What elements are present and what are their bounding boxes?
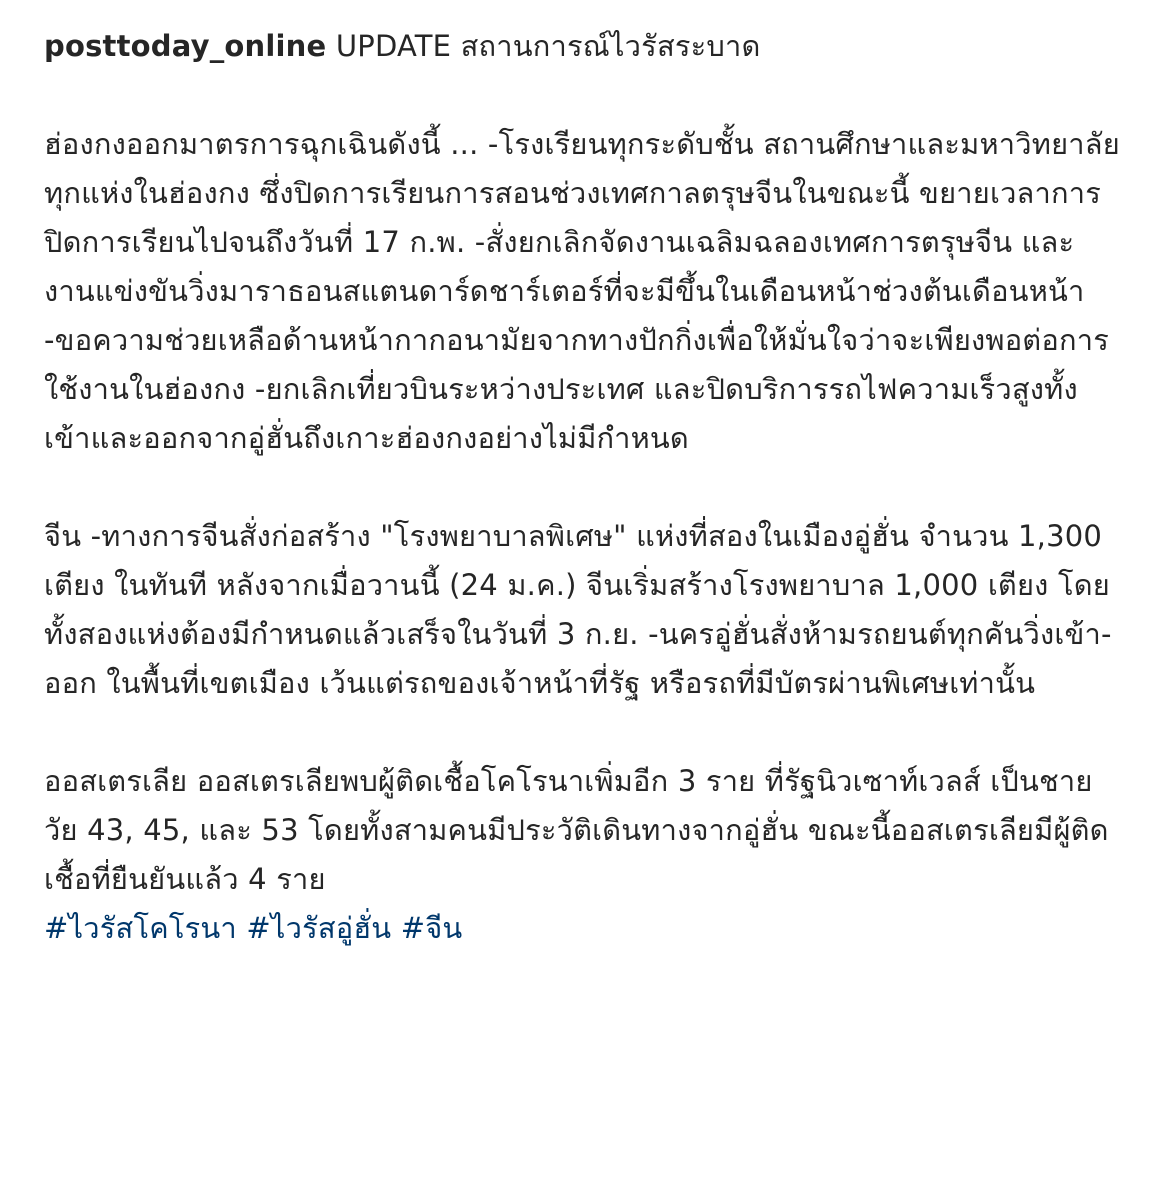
hashtag-link-wuhan-virus[interactable]: #ไวรัสอู่ฮั่น	[246, 911, 392, 945]
paragraph-hongkong: ฮ่องกงออกมาตรการฉุกเฉินดังนี้ ... -โรงเรียนทุกระดับชั้น สถานศึกษาและมหาวิทยาลัยทุกแห่งในฮ่องกง ซึ่งปิดการเรียนการสอนช่วงเทศกาลตรุษจีนในขณะนี้ ขยายเวลาการปิดการเรียนไปจนถึงวันที่ 17 ก.พ. -สั่งยกเลิกจัดงานเฉลิมฉลองเทศการตรุษจีน และงานแข่งขันวิ่งมาราธอนสแตนดาร์ดชาร์เตอร์ที่จะมีขึ้นในเดือนหน้าช่วงต้นเดือนหน้า -ขอความช่วยเหลือด้านหน้ากากอนามัยจากทางปักกิ่งเพื่อให้มั่นใจว่าจะเพียงพอต่อการใช้งานในฮ่องกง -ยกเลิกเที่ยวบินระหว่างประเทศ และปิดบริการรถไฟความเร็วสูงทั้งเข้าและออกจากอู่ฮั่นถึงเกาะฮ่องกงอย่างไม่มีกำหนด	[44, 127, 1120, 455]
hashtag-link-coronavirus[interactable]: #ไวรัสโคโรนา	[44, 911, 237, 945]
paragraph-australia: ออสเตรเลีย ออสเตรเลียพบผู้ติดเชื้อโคโรนาเพิ่มอีก 3 ราย ที่รัฐนิวเซาท์เวลส์ เป็นชายวัย 43, 45, และ 53 โดยทั้งสามคนมีประวัติเดินทางจากอู่ฮั่น ขณะนี้ออสเตรเลียมีผู้ติดเชื้อที่ยืนยันแล้ว 4 ราย	[44, 764, 1109, 896]
caption-header	[44, 22, 1124, 71]
hashtag-list	[44, 904, 1124, 953]
post-caption	[44, 22, 1124, 953]
username-link[interactable]: posttoday_online	[44, 29, 327, 63]
paragraph-china: จีน -ทางการจีนสั่งก่อสร้าง "โรงพยาบาลพิเศษ" แห่งที่สองในเมืองอู่ฮั่น จำนวน 1,300 เตียง ในทันที หลังจากเมื่อวานนี้ (24 ม.ค.) จีนเริ่มสร้างโรงพยาบาล 1,000 เตียง โดยทั้งสองแห่งต้องมีกำหนดแล้วเสร็จในวันที่ 3 ก.ย. -นครอู่ฮั่นสั่งห้ามรถยนต์ทุกคันวิ่งเข้า-ออก ในพื้นที่เขตเมือง เว้นแต่รถของเจ้าหน้าที่รัฐ หรือรถที่มีบัตรผ่านพิเศษเท่านั้น	[44, 519, 1112, 700]
caption-headline: UPDATE สถานการณ์ไวรัสระบาด	[335, 29, 761, 63]
hashtag-link-china[interactable]: #จีน	[400, 911, 463, 945]
